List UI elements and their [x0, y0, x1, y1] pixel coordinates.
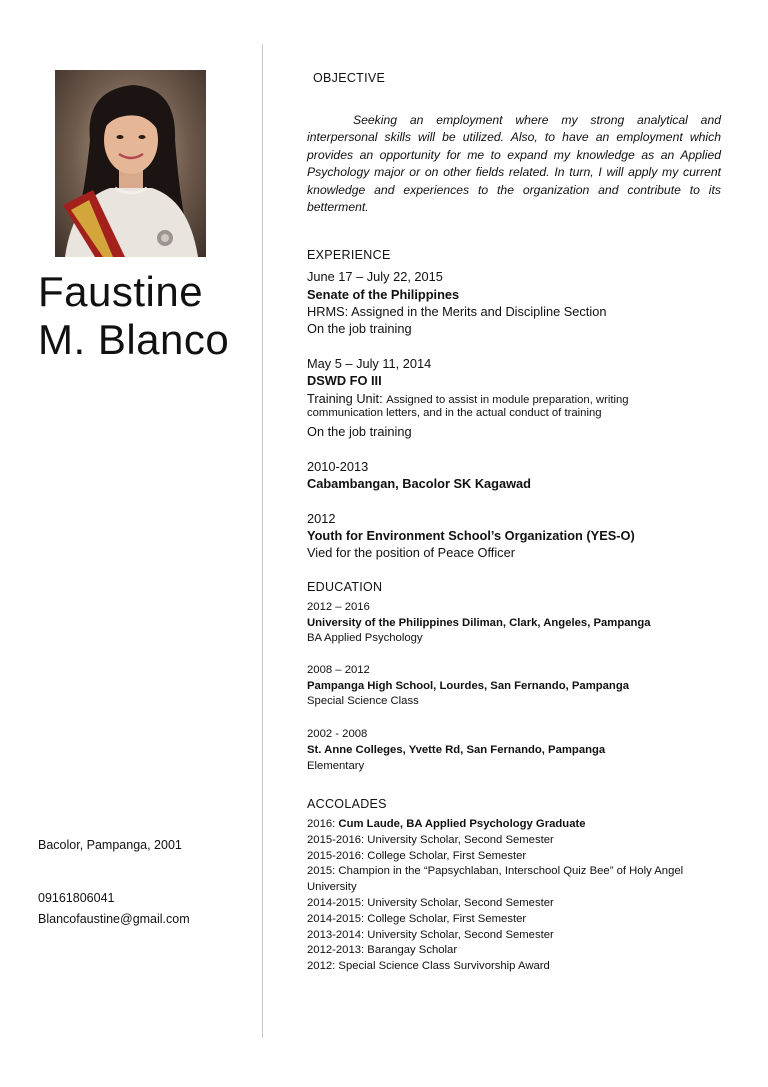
education-course: Special Science Class [307, 695, 419, 707]
experience-heading: EXPERIENCE [307, 248, 391, 262]
experience-desc-text: Assigned to assist in module preparation, writing [386, 394, 629, 406]
accolade-item [307, 817, 707, 833]
accolade-item: 2013-2014: University Scholar, Second Semester [307, 928, 554, 941]
experience-desc [307, 390, 629, 408]
email-address: Blancofaustine@gmail.com [38, 912, 190, 926]
experience-org: Senate of the Philippines [307, 287, 460, 302]
accolade-item: 2015-2016: College Scholar, First Semester [307, 849, 527, 862]
experience-desc: Vied for the position of Peace Officer [307, 545, 515, 560]
accolade-item: 2014-2015: University Scholar, Second Semester [307, 896, 554, 909]
accolade-item: 2015: Champion in the “Papsychlaban, Interschool Quiz Bee” of Holy Angel University [307, 865, 684, 894]
experience-org: Youth for Environment School’s Organization (YES-O) [307, 528, 635, 543]
experience-org: Cabambangan, Bacolor SK Kagawad [307, 476, 531, 491]
experience-date: May 5 – July 11, 2014 [307, 356, 432, 371]
address: Bacolor, Pampanga, 2001 [38, 838, 182, 852]
objective-text: Seeking an employment where my strong analytical and interpersonal skills will be utilized. Also, to have an employment which provides an opportunity for me to expand my knowledge as an Applied Psychology major or on other fields related. In turn, I will apply my current knowledge and experiences to the organization and contribute to its betterment. [307, 113, 721, 215]
experience-note: On the job training [307, 424, 412, 439]
profile-photo [55, 70, 206, 257]
accolade-highlight: Cum Laude, BA Applied Psychology Graduate [338, 818, 586, 830]
name-line-1: Faustine [38, 268, 204, 315]
experience-date: June 17 – July 22, 2015 [307, 269, 443, 284]
education-years: 2012 – 2016 [307, 601, 370, 613]
accolade-item: 2012-2013: Barangay Scholar [307, 944, 458, 957]
experience-desc-prefix: Training Unit: [307, 391, 387, 406]
phone-number: 09161806041 [38, 891, 115, 905]
accolade-item: 2012: Special Science Class Survivorship Award [307, 960, 550, 973]
accolades-heading: ACCOLADES [307, 797, 387, 811]
experience-org: DSWD FO III [307, 373, 382, 388]
column-divider [262, 44, 263, 1038]
accolade-year: 2016: [307, 818, 339, 830]
education-years: 2008 – 2012 [307, 664, 370, 676]
experience-date: 2010-2013 [307, 459, 369, 474]
accolade-item: 2015-2016: University Scholar, Second Semester [307, 833, 554, 846]
objective-heading: OBJECTIVE [313, 71, 386, 85]
experience-desc-text: communication letters, and in the actual conduct of training [307, 407, 602, 419]
education-years: 2002 - 2008 [307, 728, 368, 740]
education-course: BA Applied Psychology [307, 632, 423, 644]
education-school: University of the Philippines Diliman, Clark, Angeles, Pampanga [307, 617, 651, 629]
candidate-name [38, 268, 229, 364]
accolade-item: 2014-2015: College Scholar, First Semester [307, 912, 527, 925]
experience-date: 2012 [307, 511, 336, 526]
experience-note: On the job training [307, 321, 412, 336]
name-line-2: M. Blanco [38, 316, 230, 363]
experience-desc: HRMS: Assigned in the Merits and Discipline Section [307, 304, 607, 319]
accolades-list [307, 817, 707, 975]
education-school: Pampanga High School, Lourdes, San Fernando, Pampanga [307, 680, 630, 692]
education-school: St. Anne Colleges, Yvette Rd, San Fernando, Pampanga [307, 744, 606, 756]
education-course: Elementary [307, 760, 365, 772]
education-heading: EDUCATION [307, 580, 383, 594]
